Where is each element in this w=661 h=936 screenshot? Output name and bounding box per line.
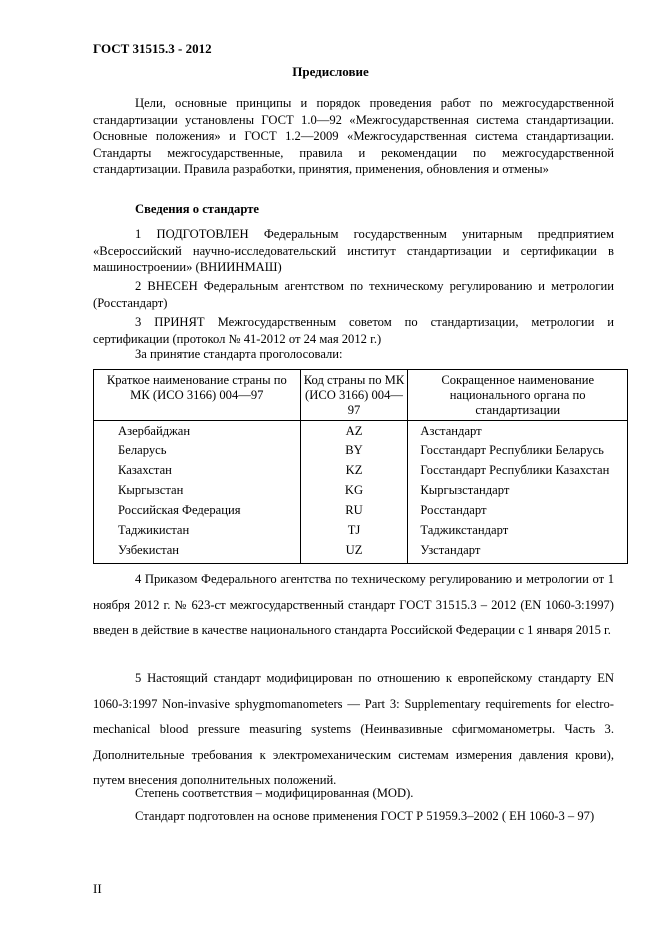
national-body-cell: Таджикстандарт (408, 520, 628, 540)
item-3-adopted: 3 ПРИНЯТ Межгосударственным советом по стандартизации, метрологии и сертификации (протокол № 41-2012 от 24 мая 2012 г.) (93, 315, 614, 346)
national-body-cell: Госстандарт Республики Беларусь (408, 440, 628, 460)
country-cell: Казахстан (94, 460, 301, 480)
code-cell: UZ (300, 540, 408, 564)
table-row (94, 421, 628, 441)
table-row (94, 440, 628, 460)
country-cell: Узбекистан (94, 540, 301, 564)
national-body-cell: Росстандарт (408, 500, 628, 520)
item-5-modification: 5 Настоящий стандарт модифицирован по отношению к европейскому стандарту EN 1060-3:1997 Non-invasive sphygmomanometers — Part 3: Supplementary requirements for electro-mechanical blood pressure measuring systems (Неинвазивные сфигмоманометры. Часть 3. Дополнительные требования к электромеханическим системам измерения давления крови), путем внесения дополнительных положений. (93, 671, 614, 787)
table-header-row (94, 370, 628, 421)
item-4-enactment: 4 Приказом Федерального агентства по техническому регулированию и метрологии от 1 ноября 2012 г. № 623-ст межгосударственный стандарт ГОСТ 31515.3 – 2012 (EN 1060-3:1997) введен в действие в качестве национального стандарта Российской Федерации с 1 января 2015 г. (93, 572, 614, 637)
header-national-body: Сокращенное наименование национального органа по стандартизации (408, 370, 628, 421)
table-row (94, 460, 628, 480)
national-body-cell: Азстандарт (408, 421, 628, 441)
section-title: Предисловие (292, 64, 369, 79)
code-cell: KG (300, 480, 408, 500)
code-cell: KZ (300, 460, 408, 480)
item-1-prepared: 1 ПОДГОТОВЛЕН Федеральным государственным унитарным предприятием «Всероссийский научно-исследовательский институт стандартизации и сертификации в машиностроении» (ВНИИНМАШ) (93, 227, 614, 274)
voting-table (93, 369, 628, 564)
country-cell: Кыргызстан (94, 480, 301, 500)
table-row (94, 520, 628, 540)
page-number: II (93, 881, 102, 896)
code-cell: TJ (300, 520, 408, 540)
vote-intro: За принятие стандарта проголосовали: (135, 347, 343, 361)
document-header: ГОСТ 31515.3 - 2012 (93, 41, 212, 56)
preface-paragraph: Цели, основные принципы и порядок проведения работ по межгосударственной стандартизации установлены ГОСТ 1.0—92 «Межгосударственная система стандартизации. Основные положения» и ГОСТ 1.2—2009 «Межгосударственная система стандартизации. Стандарты межгосударственные, правила и рекомендации по межгосударственной стандартизации. Правила разработки, принятия, применения, обновления и отмены» (93, 96, 614, 176)
country-cell: Таджикистан (94, 520, 301, 540)
header-code: Код страны по МК (ИСО 3166) 004—97 (300, 370, 408, 421)
table-row (94, 540, 628, 564)
conformity-degree: Степень соответствия – модифицированная (MOD). (135, 786, 414, 800)
basis-standard: Стандарт подготовлен на основе применения ГОСТ Р 51959.3–2002 ( ЕН 1060-3 – 97) (135, 809, 595, 823)
national-body-cell: Узстандарт (408, 540, 628, 564)
national-body-cell: Кыргызстандарт (408, 480, 628, 500)
code-cell: BY (300, 440, 408, 460)
item-2-introduced: 2 ВНЕСЕН Федеральным агентством по техническому регулированию и метрологии (Росстандарт) (93, 279, 614, 310)
country-cell: Беларусь (94, 440, 301, 460)
table-row (94, 480, 628, 500)
country-cell: Российская Федерация (94, 500, 301, 520)
info-heading: Сведения о стандарте (135, 202, 259, 216)
national-body-cell: Госстандарт Республики Казахстан (408, 460, 628, 480)
header-country: Краткое наименование страны по МК (ИСО 3166) 004—97 (94, 370, 301, 421)
country-cell: Азербайджан (94, 421, 301, 441)
table-row (94, 500, 628, 520)
code-cell: RU (300, 500, 408, 520)
code-cell: AZ (300, 421, 408, 441)
